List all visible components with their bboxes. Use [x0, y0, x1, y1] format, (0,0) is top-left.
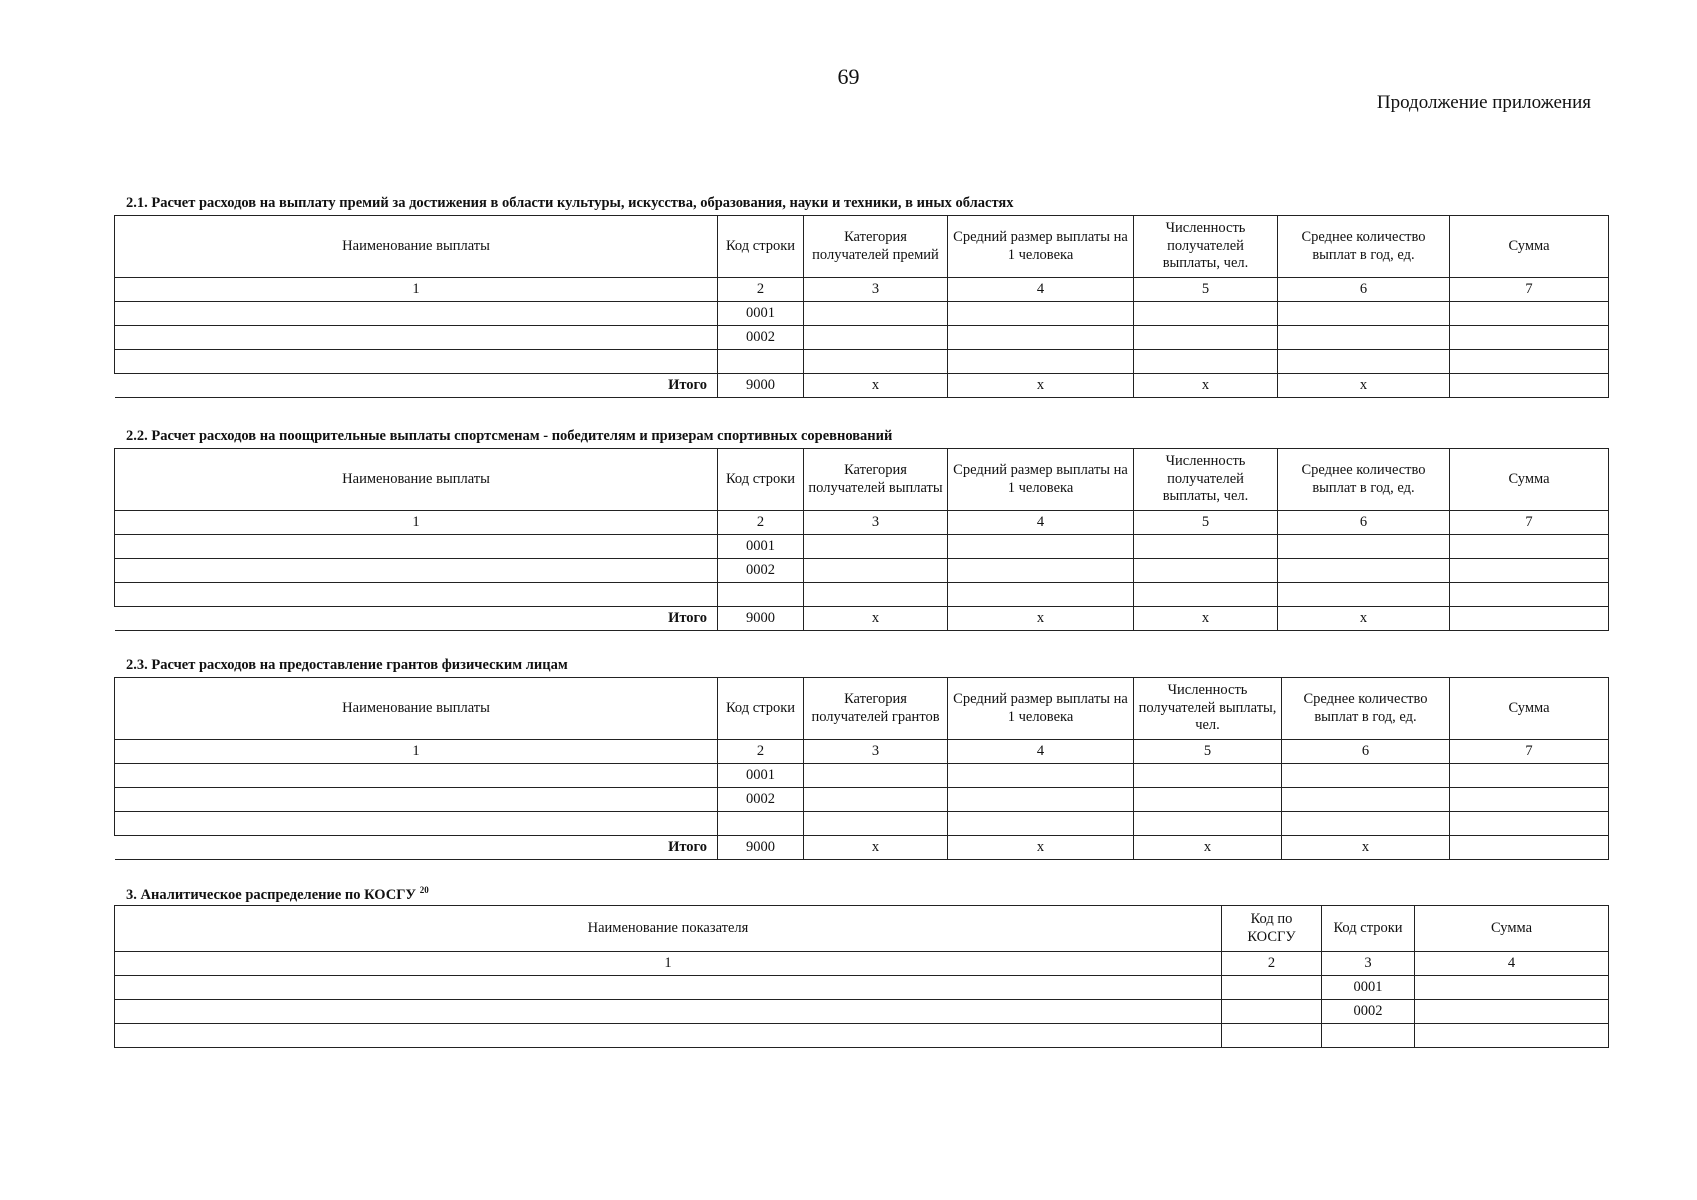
table-cell[interactable]: [1450, 812, 1609, 836]
table-cell[interactable]: [1134, 764, 1282, 788]
row-code: [718, 812, 804, 836]
table-row: [115, 812, 1609, 836]
total-cell: x: [948, 836, 1134, 860]
total-cell: x: [1278, 607, 1450, 631]
column-header: Сумма: [1450, 449, 1609, 511]
header-row: [115, 449, 1609, 511]
column-header: Код строки: [718, 216, 804, 278]
table-cell[interactable]: [1278, 326, 1450, 350]
column-number-row: [115, 278, 1609, 302]
column-header: Код строки: [1322, 906, 1415, 952]
table-cell[interactable]: [1134, 812, 1282, 836]
table-row: [115, 559, 1609, 583]
column-header: Наименование выплаты: [115, 678, 718, 740]
table-cell[interactable]: [948, 535, 1134, 559]
table-cell[interactable]: [804, 350, 948, 374]
column-number-row: [115, 740, 1609, 764]
column-number: 1: [115, 740, 718, 764]
table-cell[interactable]: [115, 1000, 1222, 1024]
column-number: 1: [115, 952, 1222, 976]
total-row: [115, 374, 1609, 398]
section-title-2-2: 2.2. Расчет расходов на поощрительные выплаты спортсменам - победителям и призерам спортивных соревнований: [126, 428, 893, 444]
column-number: 3: [804, 278, 948, 302]
column-number: 6: [1278, 511, 1450, 535]
column-number: 2: [718, 278, 804, 302]
total-cell: x: [804, 374, 948, 398]
continuation-label: Продолжение приложения: [1376, 92, 1591, 113]
column-number: 4: [948, 740, 1134, 764]
table-cell[interactable]: [948, 326, 1134, 350]
table-cell[interactable]: [1278, 535, 1450, 559]
table-cell[interactable]: [1278, 302, 1450, 326]
column-header: Наименование показателя: [115, 906, 1222, 952]
table-cell[interactable]: [1415, 976, 1609, 1000]
column-number: 5: [1134, 278, 1278, 302]
table-2-3: [114, 677, 1609, 860]
table-row: [115, 1000, 1609, 1024]
table-cell[interactable]: [1134, 350, 1278, 374]
row-code: [718, 350, 804, 374]
column-number: 4: [948, 511, 1134, 535]
table-cell[interactable]: [948, 764, 1134, 788]
column-number: 2: [1222, 952, 1322, 976]
table-cell[interactable]: [804, 764, 948, 788]
column-number: 5: [1134, 511, 1278, 535]
column-header: Сумма: [1415, 906, 1609, 952]
table-row: [115, 350, 1609, 374]
section-title-3: [126, 885, 429, 904]
column-header: Категория получателей грантов: [804, 678, 948, 740]
table-cell[interactable]: [804, 535, 948, 559]
column-header: Среднее количество выплат в год, ед.: [1282, 678, 1450, 740]
table-cell[interactable]: [1278, 559, 1450, 583]
table-cell[interactable]: [1222, 1000, 1322, 1024]
column-header: Средний размер выплаты на 1 человека: [948, 449, 1134, 511]
column-header: Сумма: [1450, 216, 1609, 278]
table-cell[interactable]: [1134, 326, 1278, 350]
total-code: 9000: [718, 607, 804, 631]
column-number-row: [115, 952, 1609, 976]
table-cell[interactable]: [1282, 788, 1450, 812]
table-2-1: [114, 215, 1609, 398]
table-row: [115, 535, 1609, 559]
header-row: [115, 678, 1609, 740]
table-cell[interactable]: [1278, 583, 1450, 607]
footnote-marker: 20: [419, 885, 429, 895]
column-number: 6: [1278, 278, 1450, 302]
table-cell[interactable]: [1415, 1000, 1609, 1024]
column-number: 4: [948, 278, 1134, 302]
column-header: Среднее количество выплат в год, ед.: [1278, 216, 1450, 278]
total-cell: x: [1134, 836, 1282, 860]
section-title-2-3: 2.3. Расчет расходов на предоставление грантов физическим лицам: [126, 657, 568, 673]
table-cell[interactable]: [1222, 1024, 1322, 1048]
table-cell[interactable]: [1415, 1024, 1609, 1048]
column-number: 3: [804, 511, 948, 535]
total-label: Итого: [115, 836, 718, 860]
section-title-2-1: 2.1. Расчет расходов на выплату премий за достижения в области культуры, искусства, образования, науки и техники, в иных областях: [126, 195, 1014, 211]
row-code: 0001: [718, 764, 804, 788]
kosgu-title-text: 3. Аналитическое распределение по КОСГУ: [126, 886, 417, 903]
table-cell[interactable]: [1450, 764, 1609, 788]
table-cell[interactable]: [115, 350, 718, 374]
table-cell[interactable]: [1134, 302, 1278, 326]
table-cell[interactable]: [115, 812, 718, 836]
table-row: [115, 326, 1609, 350]
total-cell: x: [804, 607, 948, 631]
column-number: 2: [718, 511, 804, 535]
column-header: Категория получателей выплаты: [804, 449, 948, 511]
row-code: 0002: [1322, 1000, 1415, 1024]
table-row: [115, 764, 1609, 788]
total-code: 9000: [718, 374, 804, 398]
table-cell[interactable]: [1282, 812, 1450, 836]
row-code: 0002: [718, 326, 804, 350]
total-row: [115, 836, 1609, 860]
column-number: 5: [1134, 740, 1282, 764]
column-number: 2: [718, 740, 804, 764]
table-cell[interactable]: [804, 812, 948, 836]
column-header: Код строки: [718, 449, 804, 511]
page-number: 69: [837, 64, 860, 89]
table-cell[interactable]: [1278, 350, 1450, 374]
column-number: 3: [1322, 952, 1415, 976]
table-cell[interactable]: [1134, 788, 1282, 812]
table-cell[interactable]: [115, 764, 718, 788]
header-row: [115, 216, 1609, 278]
table-cell[interactable]: [804, 788, 948, 812]
table-cell[interactable]: [1134, 559, 1278, 583]
table-cell[interactable]: [1450, 788, 1609, 812]
total-code: 9000: [718, 836, 804, 860]
column-header: Код строки: [718, 678, 804, 740]
table-cell[interactable]: [1450, 559, 1609, 583]
column-number: 7: [1450, 278, 1609, 302]
column-number: 7: [1450, 511, 1609, 535]
table-cell[interactable]: [115, 559, 718, 583]
table-row: [115, 976, 1609, 1000]
row-code: 0001: [718, 302, 804, 326]
total-label: Итого: [115, 374, 718, 398]
column-header: Численность получателей выплаты, чел.: [1134, 216, 1278, 278]
column-number-row: [115, 511, 1609, 535]
table-row: [115, 788, 1609, 812]
table-cell[interactable]: [1134, 583, 1278, 607]
column-header: Среднее количество выплат в год, ед.: [1278, 449, 1450, 511]
table-row: [115, 1024, 1609, 1048]
header-row: [115, 906, 1609, 952]
table-cell[interactable]: [115, 1024, 1222, 1048]
table-cell[interactable]: [1450, 326, 1609, 350]
table-cell[interactable]: [1450, 302, 1609, 326]
column-number: 3: [804, 740, 948, 764]
total-cell: x: [948, 607, 1134, 631]
column-header: Наименование выплаты: [115, 216, 718, 278]
total-label: Итого: [115, 607, 718, 631]
total-row: [115, 607, 1609, 631]
table-cell[interactable]: [948, 559, 1134, 583]
table-cell[interactable]: [1282, 764, 1450, 788]
table-cell[interactable]: [804, 559, 948, 583]
column-header: Категория получателей премий: [804, 216, 948, 278]
table-row: [115, 302, 1609, 326]
column-number: 6: [1282, 740, 1450, 764]
total-sum[interactable]: [1450, 374, 1609, 398]
table-cell[interactable]: [1450, 583, 1609, 607]
total-cell: x: [804, 836, 948, 860]
total-cell: x: [1134, 607, 1278, 631]
table-cell[interactable]: [948, 812, 1134, 836]
column-header: Код по КОСГУ: [1222, 906, 1322, 952]
table-cell[interactable]: [115, 535, 718, 559]
column-number: 4: [1415, 952, 1609, 976]
row-code: 0001: [718, 535, 804, 559]
table-cell[interactable]: [115, 326, 718, 350]
total-cell: x: [1134, 374, 1278, 398]
total-cell: x: [948, 374, 1134, 398]
row-code: [1322, 1024, 1415, 1048]
table-cell[interactable]: [804, 583, 948, 607]
table-cell[interactable]: [1450, 350, 1609, 374]
column-header: Сумма: [1450, 678, 1609, 740]
column-header: Средний размер выплаты на 1 человека: [948, 678, 1134, 740]
table-cell[interactable]: [1450, 535, 1609, 559]
table-2-2: [114, 448, 1609, 631]
column-header: Численность получателей выплаты, чел.: [1134, 449, 1278, 511]
table-cell[interactable]: [115, 788, 718, 812]
table-cell[interactable]: [948, 583, 1134, 607]
column-number: 1: [115, 278, 718, 302]
column-number: 7: [1450, 740, 1609, 764]
table-3-kosgu: [114, 905, 1609, 1048]
table-cell[interactable]: [948, 350, 1134, 374]
table-row: [115, 583, 1609, 607]
table-cell[interactable]: [948, 302, 1134, 326]
column-header: Численность получателей выплаты, чел.: [1134, 678, 1282, 740]
total-sum[interactable]: [1450, 836, 1609, 860]
table-cell[interactable]: [115, 583, 718, 607]
table-cell[interactable]: [804, 302, 948, 326]
table-cell[interactable]: [115, 302, 718, 326]
table-cell[interactable]: [1134, 535, 1278, 559]
table-cell[interactable]: [948, 788, 1134, 812]
column-number: 1: [115, 511, 718, 535]
total-cell: x: [1282, 836, 1450, 860]
column-header: Средний размер выплаты на 1 человека: [948, 216, 1134, 278]
row-code: 0002: [718, 559, 804, 583]
total-cell: x: [1278, 374, 1450, 398]
row-code: 0001: [1322, 976, 1415, 1000]
total-sum[interactable]: [1450, 607, 1609, 631]
table-cell[interactable]: [1222, 976, 1322, 1000]
table-cell[interactable]: [115, 976, 1222, 1000]
table-cell[interactable]: [804, 326, 948, 350]
row-code: [718, 583, 804, 607]
column-header: Наименование выплаты: [115, 449, 718, 511]
row-code: 0002: [718, 788, 804, 812]
